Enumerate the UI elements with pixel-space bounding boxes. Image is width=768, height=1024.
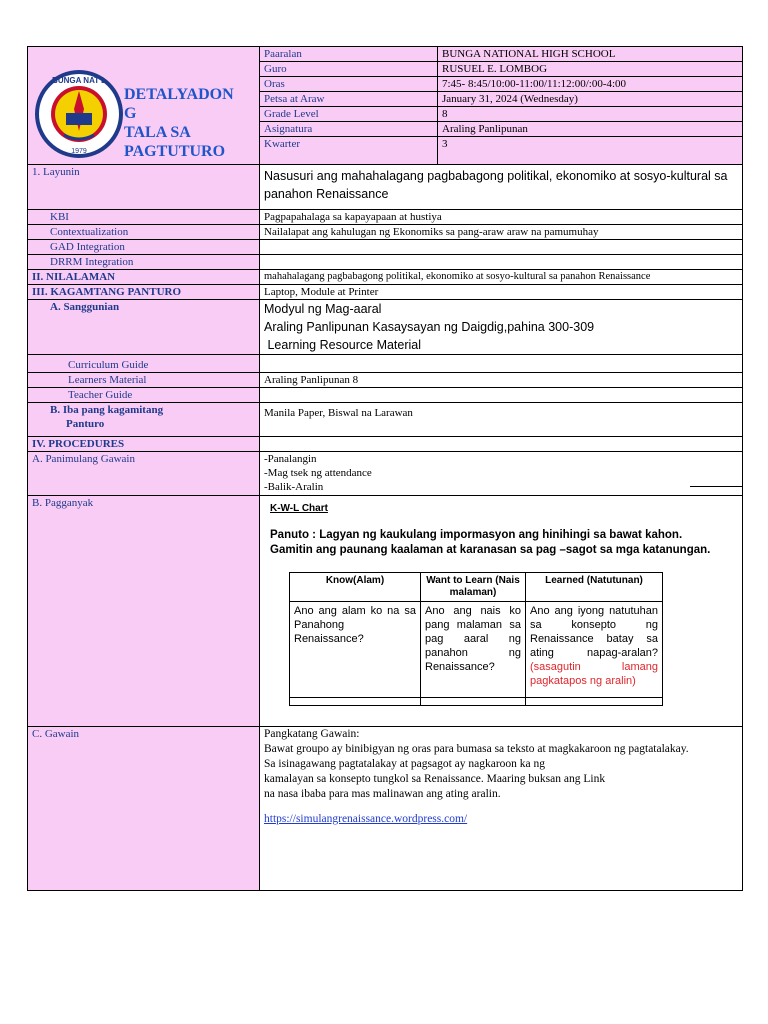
layunin-value: Nasusuri ang mahahalagang pagbabagong politikal, ekonomiko at sosyo-kultural sa panahon Renaissance (260, 165, 743, 210)
kwl-learned-question: Ano ang iyong natutuhan sa konsepto ng Renaissance batay sa ating napag-aralan? (530, 605, 658, 659)
context-label: Contextualization (28, 225, 260, 240)
title-line-2: G (124, 105, 137, 122)
kwl-title: K-W-L Chart (270, 503, 328, 514)
iba-label-line: B. Iba pang kagamitang (50, 404, 164, 416)
header-logo-cell (28, 47, 260, 165)
gawain-label: C. Gawain (28, 727, 260, 891)
layunin-label: 1. Layunin (28, 165, 260, 210)
kwl-empty-cell (526, 698, 663, 706)
title-line-1: DETALYADON (124, 86, 234, 103)
nilalaman-label: II. NILALAMAN (28, 270, 260, 285)
panimula-label: A. Panimulang Gawain (28, 452, 260, 496)
info-label: Asignatura (260, 122, 438, 137)
curriculum-value (260, 355, 743, 373)
renaissance-link[interactable]: https://simulangrenaissance.wordpress.com/ (264, 813, 468, 825)
kbi-value: Pagpapahalaga sa kapayapaan at hustiya (260, 210, 743, 225)
gawain-line: kamalayan sa konsepto tungkol sa Renaissance. Maaring buksan ang Link (264, 773, 606, 785)
sanggunian-label: A. Sanggunian (28, 300, 260, 355)
drrm-label: DRRM Integration (28, 255, 260, 270)
school-seal-icon (34, 69, 124, 159)
info-value: RUSUEL E. LOMBOG (438, 62, 743, 77)
svg-text:BUNGA NAT'L: BUNGA NAT'L (52, 76, 106, 85)
kwl-cell-want: Ano ang nais ko pang malaman sa pag aaral ng panahon ng Renaissance? (421, 602, 526, 698)
info-label: Guro (260, 62, 438, 77)
pagganyak-label: B. Pagganyak (28, 496, 260, 727)
kwl-header-know: Know(Alam) (290, 573, 421, 602)
kwl-header-learned: Learned (Natutunan) (526, 573, 663, 602)
info-value: January 31, 2024 (Wednesday) (438, 92, 743, 107)
kagamitan-label: III. KAGAMTANG PANTURO (28, 285, 260, 300)
drrm-value (260, 255, 743, 270)
kwl-empty-cell (421, 698, 526, 706)
info-value: 7:45- 8:45/10:00-11:00/11:12:00/:00-4:00 (438, 77, 743, 92)
underline-rule (690, 486, 742, 487)
info-value: Araling Panlipunan (438, 122, 743, 137)
sanggunian-line: Learning Resource Material (264, 338, 422, 352)
sanggunian-line: Modyul ng Mag-aaral (264, 302, 382, 316)
kwl-table (289, 572, 663, 706)
kwl-empty-cell (290, 698, 421, 706)
info-value: 3 (438, 137, 743, 165)
info-label: Paaralan (260, 47, 438, 62)
title-line-4: PAGTUTURO (124, 143, 226, 160)
title-line-3: TALA SA (124, 124, 191, 141)
learners-value: Araling Panlipunan 8 (260, 373, 743, 388)
pagganyak-value (260, 496, 743, 727)
svg-text:1979: 1979 (71, 148, 87, 155)
panimula-line: -Mag tsek ng attendance (264, 467, 372, 479)
learners-label: Learners Material (28, 373, 260, 388)
kwl-header-want: Want to Learn (Nais malaman) (421, 573, 526, 602)
panimula-value (260, 452, 743, 496)
nilalaman-value: mahahalagang pagbabagong politikal, ekonomiko at sosyo-kultural sa panahon Renaissance (260, 270, 743, 285)
info-value: 8 (438, 107, 743, 122)
gawain-line: na nasa ibaba para mas malinawan ang ating aralin. (264, 788, 501, 800)
iba-label-line: Panturo (66, 418, 105, 430)
info-value: BUNGA NATIONAL HIGH SCHOOL (438, 47, 743, 62)
gad-value (260, 240, 743, 255)
panimula-line: -Balik-Aralin (264, 481, 324, 493)
procedures-label: IV. PROCEDURES (28, 437, 260, 452)
info-label: Petsa at Araw (260, 92, 438, 107)
procedures-value (260, 437, 743, 452)
sanggunian-line: Araling Panlipunan Kasaysayan ng Daigdig,pahina 300-309 (264, 320, 595, 334)
sanggunian-value (260, 300, 743, 355)
info-label: Kwarter (260, 137, 438, 165)
info-label: Grade Level (260, 107, 438, 122)
kwl-cell-learned (526, 602, 663, 698)
kwl-panuto: Panuto : Lagyan ng kaukulang impormasyon ang hinihingi sa bawat kahon. Gamitin ang paunang kaalaman at karanasan sa pag –sagot sa mga katanungan. (270, 529, 711, 556)
kbi-label: KBI (28, 210, 260, 225)
gawain-line: Pangkatang Gawain: (264, 728, 360, 740)
panimula-line: -Panalangin (264, 453, 317, 465)
kwl-cell-know: Ano ang alam ko na sa Panahong Renaissance? (290, 602, 421, 698)
context-value: Nailalapat ang kahulugan ng Ekonomiks sa pang-araw araw na pamumuhay (260, 225, 743, 240)
curriculum-label: Curriculum Guide (28, 355, 260, 373)
iba-value: Manila Paper, Biswal na Larawan (260, 403, 743, 437)
kagamitan-value: Laptop, Module at Printer (260, 285, 743, 300)
gawain-line: Bawat groupo ay binibigyan ng oras para bumasa sa teksto at magkakaroon ng pagtatalakay. (264, 743, 689, 755)
info-label: Oras (260, 77, 438, 92)
teacher-label: Teacher Guide (28, 388, 260, 403)
school-logo (34, 69, 124, 159)
gawain-value (260, 727, 743, 891)
iba-label (28, 403, 260, 437)
kwl-learned-note: (sasagutin lamang pagkatapos ng aralin) (530, 661, 658, 687)
teacher-value (260, 388, 743, 403)
lesson-plan-table (27, 46, 743, 891)
gawain-line: Sa isinagawang pagtatalakay at pagsagot ay nagkaroon ka ng (264, 758, 546, 770)
gad-label: GAD Integration (28, 240, 260, 255)
